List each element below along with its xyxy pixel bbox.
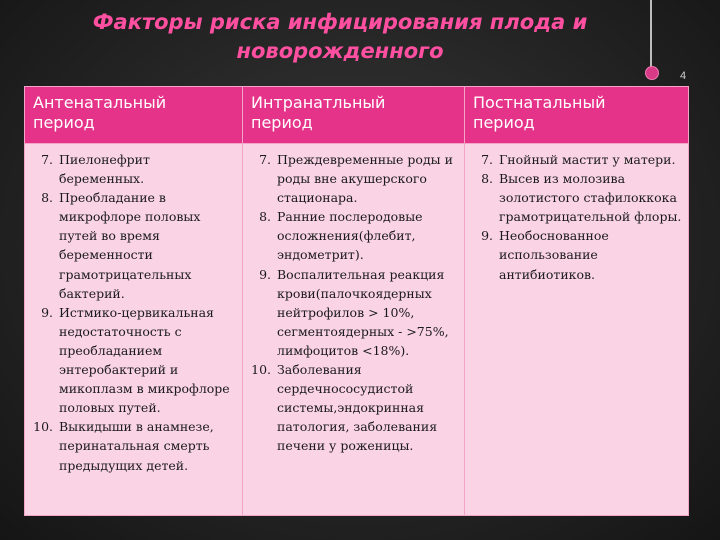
slide-title: [60, 8, 620, 66]
list-postnatal: [471, 150, 684, 284]
list-intranatal: [249, 150, 460, 456]
header-intranatal-line-2: период: [251, 113, 313, 132]
list-item: 9. Необоснованное использование антибиотиков.: [497, 226, 684, 283]
list-item: 9. Воспалительная реакция крови(палочкоядерных нейтрофилов > 10%, сегментоядерных - >75%, лимфоцитов <18%).: [275, 265, 460, 360]
header-intranatal: [243, 87, 465, 144]
list-item: 7. Преждевременные роды и роды вне акушерского стационара.: [275, 150, 460, 207]
list-item: 10. Выкидыши в анамнезе, перинатальная смерть предыдущих детей.: [57, 417, 238, 474]
header-intranatal-line-1: Интранатльный: [251, 93, 386, 112]
list-item: 8. Ранние послеродовые осложнения(флебит, эндометрит).: [275, 207, 460, 264]
list-item: 7. Пиелонефрит беременных.: [57, 150, 238, 188]
decorative-line: [650, 0, 652, 70]
table-body-row: [25, 144, 689, 516]
list-item: 8. Преобладание в микрофлоре половых путей во время беременности грамотрицательных бактерий.: [57, 188, 238, 303]
list-antenatal: [31, 150, 238, 475]
cell-antenatal: [25, 144, 243, 516]
list-item: 7. Гнойный мастит у матери.: [497, 150, 684, 169]
header-postnatal-line-2: период: [473, 113, 535, 132]
header-antenatal: [25, 87, 243, 144]
list-item: 8. Высев из молозива золотистого стафилоккока грамотрицательной флоры.: [497, 169, 684, 226]
list-item: 9. Истмико-цервикальная недостаточность с преобладанием энтеробактерий и микоплазм в микрофлоре половых путей.: [57, 303, 238, 418]
header-antenatal-line-1: Антенатальный: [33, 93, 167, 112]
table-header-row: [25, 87, 689, 144]
header-antenatal-line-2: период: [33, 113, 95, 132]
list-item: 10. Заболевания сердечнососудистой системы,эндокринная патология, заболевания печени у роженицы.: [275, 360, 460, 455]
page-number: 4: [680, 70, 687, 82]
cell-intranatal: [243, 144, 465, 516]
slide-title-line-1: Факторы риска инфицирования плода и: [92, 10, 588, 34]
risk-factors-table: [24, 86, 689, 516]
slide-title-line-2: новорожденного: [236, 39, 444, 63]
cell-postnatal: [465, 144, 689, 516]
header-postnatal: [465, 87, 689, 144]
decorative-dot: [645, 66, 659, 80]
header-postnatal-line-1: Постнатальный: [473, 93, 606, 112]
